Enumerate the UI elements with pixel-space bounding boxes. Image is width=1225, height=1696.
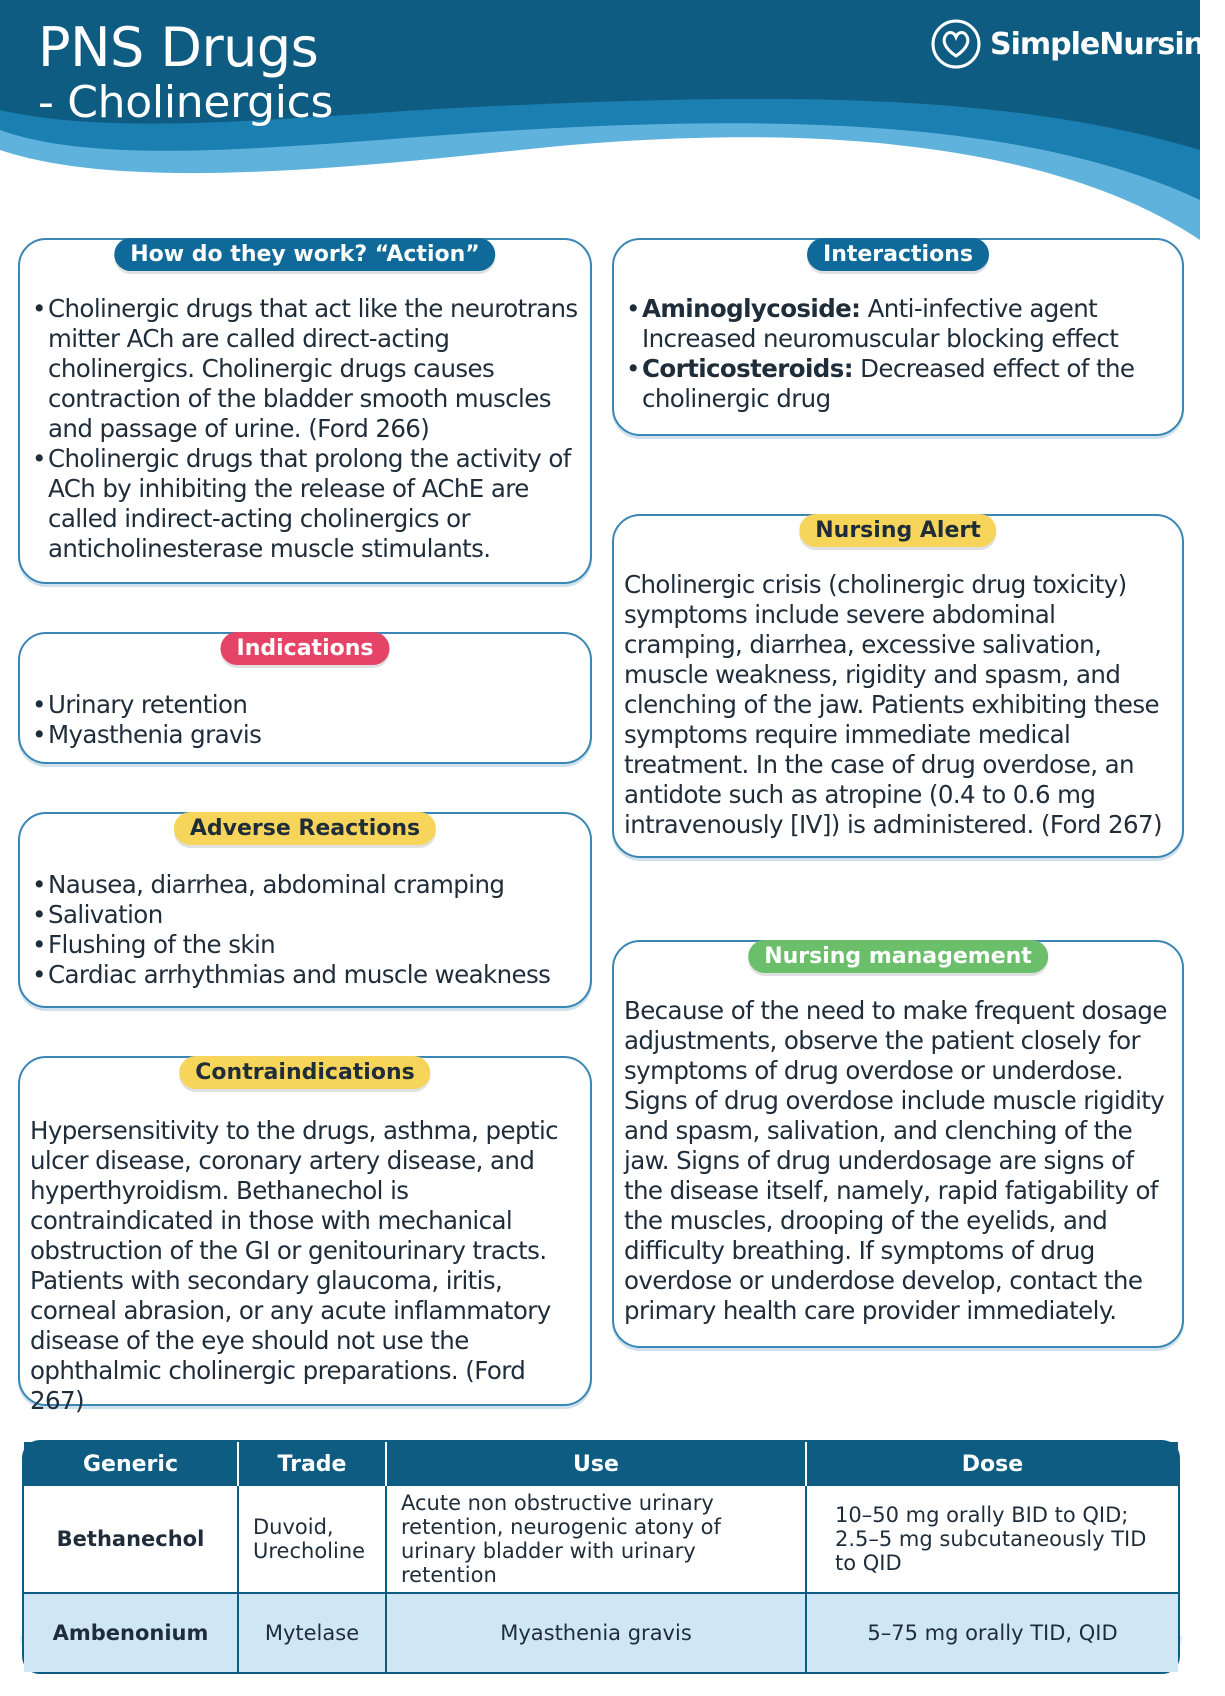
nursing-management-card — [612, 940, 1184, 1348]
cell-generic: Bethanechol — [24, 1486, 239, 1594]
header-generic: Generic — [24, 1442, 239, 1486]
adverse-label: Adverse Reactions — [174, 812, 436, 845]
indications-list — [30, 690, 580, 750]
interactions-label: Interactions — [807, 238, 989, 271]
cell-dose: 10–50 mg orally BID to QID; 2.5–5 mg subcutaneously TID to QID — [807, 1486, 1178, 1594]
page-title — [38, 18, 333, 128]
interaction-item — [624, 354, 1172, 414]
interactions-card — [612, 238, 1184, 436]
action-item: • Cholinergic drugs that prolong the activity of ACh by inhibiting the release of AChE are called indirect-acting cholinergics or anticholinesterase muscle stimulants. — [30, 444, 580, 564]
contraindications-card — [18, 1056, 592, 1415]
interaction-term: Aminoglycoside: — [642, 294, 861, 323]
adverse-item: • Salivation — [30, 900, 580, 930]
title-line-2: - Cholinergics — [38, 77, 334, 129]
title-line-1: PNS Drugs — [38, 16, 319, 79]
indications-label: Indications — [221, 632, 390, 665]
table-row — [24, 1594, 1178, 1672]
drug-table — [22, 1440, 1180, 1674]
cell-generic: Ambenonium — [24, 1594, 239, 1672]
header-use: Use — [387, 1442, 807, 1486]
adverse-list — [30, 870, 580, 990]
nursing-alert-label: Nursing Alert — [799, 514, 996, 547]
indication-item: • Myasthenia gravis — [30, 720, 580, 750]
interaction-item — [624, 294, 1172, 354]
cell-trade: Mytelase — [239, 1594, 387, 1672]
nursing-management-label: Nursing management — [748, 940, 1048, 973]
interactions-list — [624, 294, 1172, 414]
interaction-term: Corticosteroids: — [642, 354, 853, 383]
contraindications-text: Hypersensitivity to the drugs, asthma, peptic ulcer disease, coronary artery disease, and hyperthyroidism. Bethanechol is contraindicated in those with mechanical obstruction of the GI or genitourinary tracts. Patients with secondary glaucoma, iritis, corneal abrasion, or any acute inflammatory disease of the eye should not use the ophthalmic cholinergic preparations. (Ford 267) — [30, 1116, 559, 1415]
action-card — [18, 238, 592, 584]
brand-logo — [930, 18, 1225, 70]
nursing-alert-card — [612, 514, 1184, 858]
action-item: • Cholinergic drugs that act like the neurotrans mitter ACh are called direct-acting cholinergics. Cholinergic drugs causes contraction of the bladder smooth muscles and passage of urine. (Ford 266) — [30, 294, 580, 444]
logo-text: SimpleNursing — [990, 26, 1225, 62]
cell-dose: 5–75 mg orally TID, QID — [807, 1594, 1178, 1672]
adverse-item: • Cardiac arrhythmias and muscle weakness — [30, 960, 580, 990]
cell-trade: Duvoid, Urecholine — [239, 1486, 387, 1594]
interaction-desc: Decreased effect of the cholinergic drug — [642, 354, 1135, 413]
indications-card — [18, 632, 592, 764]
nursing-management-text: Because of the need to make frequent dosage adjustments, observe the patient closely for symptoms of drug overdose or underdose. Signs of drug overdose include muscle rigidity and spasm, salivation, and clenching of the jaw. Signs of drug underdosage are signs of the disease itself, namely, rapid fatigability of the muscles, drooping of the eyelids, and difficulty breathing. If symptoms of drug overdose or underdose develop, contact the primary health care provider immediately. — [624, 996, 1167, 1325]
stethoscope-heart-icon — [930, 18, 982, 70]
action-label: How do they work? “Action” — [114, 238, 495, 271]
header-trade: Trade — [239, 1442, 387, 1486]
indication-item: • Urinary retention — [30, 690, 580, 720]
table-row — [24, 1486, 1178, 1594]
adverse-card — [18, 812, 592, 1008]
adverse-item: • Nausea, diarrhea, abdominal cramping — [30, 870, 580, 900]
adverse-item: • Flushing of the skin — [30, 930, 580, 960]
cell-use: Acute non obstructive urinary retention, neurogenic atony of urinary bladder with urinary retention — [387, 1486, 807, 1594]
interaction-desc: Anti-infective agent Increased neuromuscular blocking effect — [642, 294, 1119, 353]
header-dose: Dose — [807, 1442, 1178, 1486]
nursing-alert-text: Cholinergic crisis (cholinergic drug toxicity) symptoms include severe abdominal cramping, diarrhea, excessive salivation, muscle weakness, rigidity and spasm, and clenching of the jaw. Patients exhibiting these symptoms require immediate medical treatment. In the case of drug overdose, an antidote such as atropine (0.4 to 0.6 mg intravenously [IV]) is administered. (Ford 267) — [624, 570, 1162, 839]
table-header-row — [24, 1442, 1178, 1486]
contraindications-label: Contraindications — [179, 1056, 430, 1089]
action-list — [30, 294, 580, 564]
cell-use: Myasthenia gravis — [387, 1594, 807, 1672]
